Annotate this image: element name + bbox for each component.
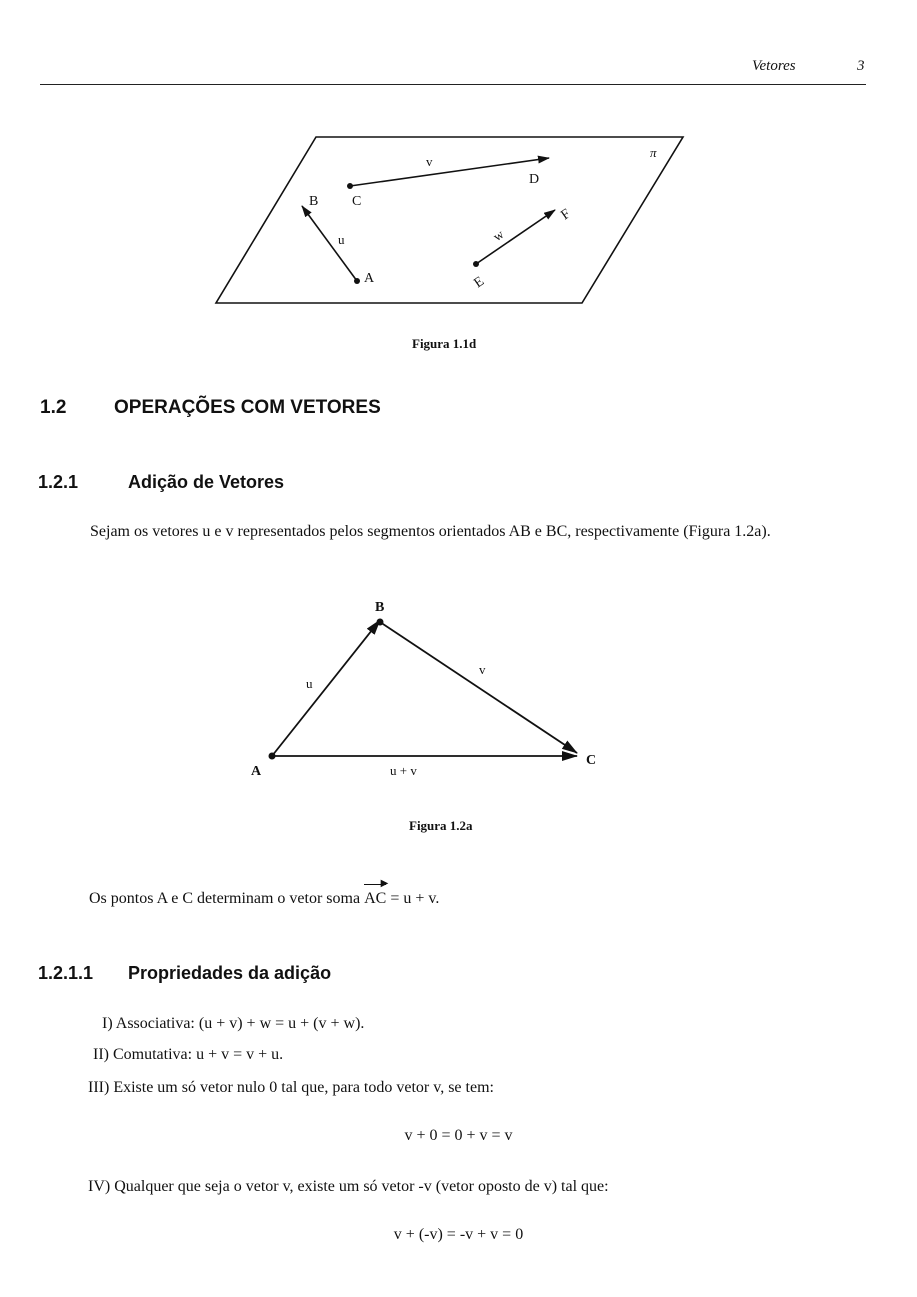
subsubsection-number: 1.2.1.1 xyxy=(38,963,94,983)
point-a-dot xyxy=(269,753,276,760)
page-number: 3 xyxy=(857,58,865,74)
section-title: OPERAÇÕES COM VETORES xyxy=(114,397,381,418)
equation-opposite-vector: v + (-v) = -v + v = 0 xyxy=(393,1226,524,1243)
property-commutative: II) Comutativa: u + v = v + u. xyxy=(93,1046,284,1063)
overarrow-icon: ▶ xyxy=(380,878,389,889)
point-a-label: A xyxy=(364,271,375,286)
point-b-dot xyxy=(377,619,384,626)
property-opposite-vector: IV) Qualquer que seja o vetor v, existe um só vetor -v (vetor oposto de v) tal que: xyxy=(88,1178,609,1195)
point-c-dot xyxy=(347,183,353,189)
point-b-label: B xyxy=(375,600,385,615)
vector-u-ab xyxy=(272,620,380,756)
point-f-label: F xyxy=(558,206,574,224)
intro-paragraph: Sejam os vetores u e v representados pelos segmentos orientados AB e BC, respectivamente (Figura 1.2a). xyxy=(90,523,771,540)
point-d-label: D xyxy=(529,172,540,187)
sum-sentence-text: Os pontos A e C determinam o vetor soma xyxy=(89,890,361,907)
vector-w-label: w xyxy=(490,226,507,245)
sum-sentence xyxy=(89,878,440,911)
plane-label: π xyxy=(650,145,657,160)
subsection-number: 1.2.1 xyxy=(38,472,79,492)
running-header-title: Vetores xyxy=(752,58,796,74)
vector-u xyxy=(302,206,357,281)
vector-v-bc xyxy=(380,622,577,753)
point-c-label: C xyxy=(586,753,597,768)
subsection-title: Adição de Vetores xyxy=(128,472,285,492)
vector-w xyxy=(476,210,555,264)
plane-pi xyxy=(216,137,683,303)
vector-u-label: u xyxy=(338,232,345,247)
figure-1-1d xyxy=(200,125,700,315)
vector-u-label: u xyxy=(306,676,313,691)
point-a-label: A xyxy=(251,764,262,779)
subsubsection-title: Propriedades da adição xyxy=(128,963,332,983)
property-null-vector: III) Existe um só vetor nulo 0 tal que, para todo vetor v, se tem: xyxy=(88,1079,494,1096)
point-b-label: B xyxy=(309,194,319,209)
point-e-dot xyxy=(473,261,479,267)
vector-ac-label: AC xyxy=(364,890,387,907)
section-number: 1.2 xyxy=(40,397,67,418)
vector-ac xyxy=(364,878,389,911)
vector-sum-label: u + v xyxy=(390,763,417,778)
figure-1-2a xyxy=(240,590,620,790)
point-e-label: E xyxy=(471,274,488,292)
header-rule xyxy=(40,84,866,85)
property-associative: I) Associativa: (u + v) + w = u + (v + w). xyxy=(102,1015,365,1032)
vector-v xyxy=(350,158,549,186)
figure-1-2a-caption: Figura 1.2a xyxy=(409,818,473,833)
point-a-dot xyxy=(354,278,360,284)
equation-null-vector: v + 0 = 0 + v = v xyxy=(404,1127,513,1144)
sum-sentence-rest: = u + v. xyxy=(390,890,440,907)
figure-1-1d-caption: Figura 1.1d xyxy=(412,336,477,351)
vector-v-label: v xyxy=(479,662,486,677)
vector-v-label: v xyxy=(426,154,433,169)
point-c-label: C xyxy=(352,194,362,209)
